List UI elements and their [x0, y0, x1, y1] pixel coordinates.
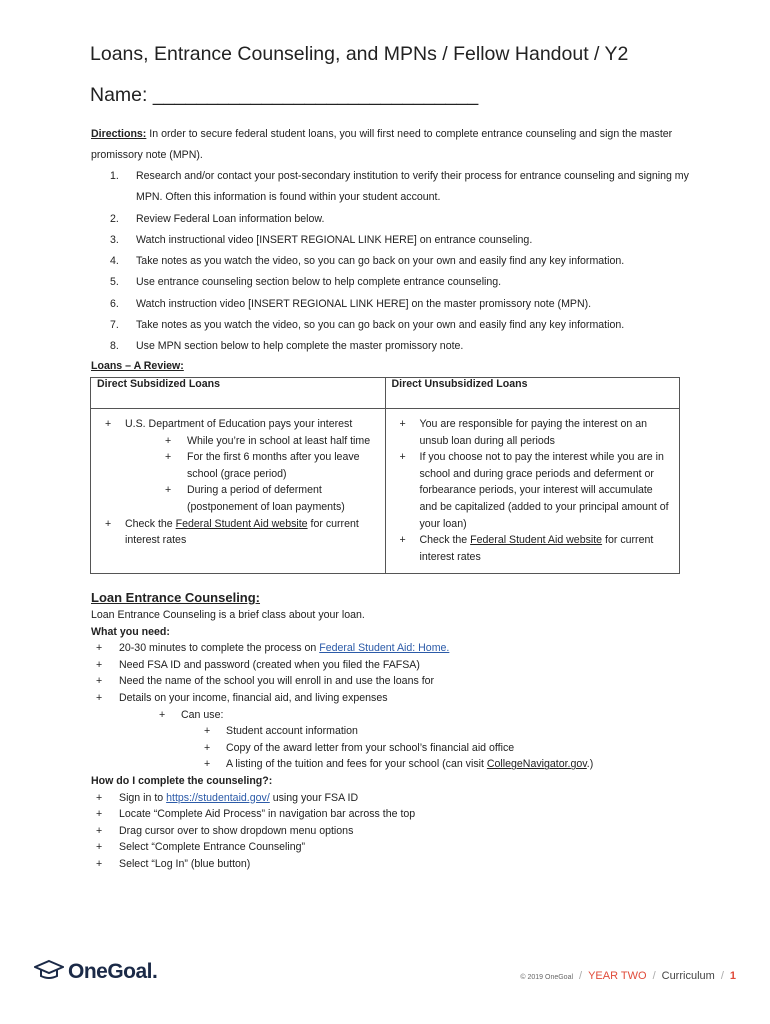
step-item [110, 315, 690, 336]
directions-lead: Directions: [91, 128, 147, 140]
name-field-label: Name: ______________________________ [90, 84, 479, 106]
what-you-need-heading: What you need: [91, 625, 170, 638]
list-item-text: Check the [125, 517, 176, 530]
list-item-text: for current interest rates [125, 517, 359, 547]
onegoal-logo [34, 958, 157, 986]
federal-student-aid-home-link[interactable]: Federal Student Aid: Home. [319, 642, 450, 655]
step-text: Watch instructional video [INSERT REGIONAL LINK HERE] on entrance counseling. [136, 233, 533, 246]
list-item: + Copy of the award letter from your school’s financial aid office [91, 740, 691, 757]
list-item-text: using your FSA ID [269, 791, 359, 804]
list-item-text: A listing of the tuition and fees for your school (can visit [226, 758, 487, 771]
directions-text: In order to secure federal student loans, you will first need to complete entrance counseling and sign the master promissory note (MPN). [91, 128, 673, 162]
step-number: 1. [110, 170, 119, 182]
loans-review-heading: Loans – A Review: [91, 360, 184, 372]
list-item: + Select “Log In” (blue button) [91, 856, 691, 873]
step-item [110, 166, 690, 209]
step-item [110, 209, 690, 230]
how-to-complete-heading: How do I complete the counseling?: [91, 774, 273, 787]
list-item: + Need FSA ID and password (created when you filed the FAFSA) [91, 657, 691, 674]
step-text: Research and/or contact your post-secondary institution to verify their process for entrance counseling and signing my MPN. Often this information is found within your student account. [136, 170, 689, 204]
page-title: Loans, Entrance Counseling, and MPNs / Fellow Handout / Y2 [90, 43, 629, 65]
step-item [110, 336, 690, 357]
list-item-text: Check the [419, 534, 471, 547]
subsidized-header: Direct Subsidized Loans [91, 378, 386, 409]
list-item [392, 532, 674, 565]
step-text: Take notes as you watch the video, so you can go back on your own and easily find any key information. [136, 319, 625, 332]
page-number: 1 [729, 970, 736, 982]
federal-student-aid-link[interactable]: Federal Student Aid website [470, 534, 603, 547]
footer-separator: / [720, 970, 724, 982]
list-item: + Can use: [91, 707, 691, 724]
step-text: Take notes as you watch the video, so you can go back on your own and easily find any key information. [136, 255, 625, 268]
entrance-counseling-body [91, 607, 691, 873]
step-number: 3. [110, 233, 119, 246]
entrance-counseling-title: Loan Entrance Counseling: [91, 590, 261, 605]
list-item: + Select “Complete Entrance Counseling” [91, 839, 691, 856]
step-number: 6. [110, 297, 119, 310]
list-item: + You are responsible for paying the interest on an unsub loan during all periods [392, 416, 674, 449]
directions-paragraph [91, 124, 681, 167]
unsubsidized-cell [385, 409, 680, 574]
directions-steps [110, 166, 690, 358]
step-item [110, 251, 690, 272]
federal-student-aid-link[interactable]: Federal Student Aid website [175, 517, 308, 530]
list-item: + Need the name of the school you will enroll in and use the loans for [91, 673, 691, 690]
step-number: 5. [110, 276, 119, 289]
graduation-cap-icon [34, 959, 64, 986]
step-item [110, 294, 690, 315]
step-number: 4. [110, 255, 119, 268]
footer-year: YEAR TWO [588, 970, 647, 982]
sub-list-item: + For the first 6 months after you leave school (grace period) [125, 449, 379, 482]
subsidized-cell [91, 409, 386, 574]
list-item [97, 516, 379, 549]
college-navigator-link[interactable]: CollegeNavigator.gov [486, 758, 587, 771]
step-text: Use entrance counseling section below to help complete entrance counseling. [136, 276, 502, 289]
list-item-text: U.S. Department of Education pays your interest [125, 418, 353, 430]
sub-list-item: + While you’re in school at least half time [125, 433, 379, 450]
step-text: Watch instruction video [INSERT REGIONAL LINK HERE] on the master promissory note (MPN). [136, 297, 592, 310]
footer-separator: / [652, 970, 656, 982]
list-item [91, 790, 691, 807]
step-text: Use MPN section below to help complete the master promissory note. [136, 340, 464, 353]
list-item-text: .) [586, 758, 594, 771]
step-number: 8. [110, 340, 119, 353]
list-item: + If you choose not to pay the interest while you are in school and during grace periods and deferment or forbearance periods, your interest will accumulate and be capitalized (added to your principal amount of your loan) [392, 449, 674, 532]
step-item [110, 230, 690, 251]
loans-comparison-table [90, 377, 680, 574]
list-item: + Locate “Complete Aid Process” in navigation bar across the top [91, 806, 691, 823]
step-number: 2. [110, 212, 119, 225]
copyright: © 2019 OneGoal [520, 974, 574, 981]
unsubsidized-header: Direct Unsubsidized Loans [385, 378, 680, 409]
list-item [91, 640, 691, 657]
list-item: + Drag cursor over to show dropdown menu options [91, 823, 691, 840]
list-item [97, 416, 379, 516]
entrance-counseling-intro: Loan Entrance Counseling is a brief class about your loan. [91, 609, 365, 621]
list-item: + Student account information [91, 723, 691, 740]
studentaid-link[interactable]: https://studentaid.gov/ [166, 791, 270, 804]
footer-separator: / [579, 970, 583, 982]
step-text: Review Federal Loan information below. [136, 212, 325, 225]
page-footer [520, 970, 736, 982]
list-item [91, 756, 691, 773]
logo-text: OneGoal. [68, 960, 158, 983]
list-item-text: for current interest rates [419, 534, 654, 563]
list-item-text: Sign in to [119, 791, 167, 804]
step-item [110, 272, 690, 293]
step-number: 7. [110, 319, 119, 332]
list-item-text: 20-30 minutes to complete the process on [119, 642, 320, 655]
list-item: + Details on your income, financial aid, and living expenses [91, 690, 691, 707]
sub-list-item: + During a period of deferment (postponement of loan payments) [125, 482, 379, 515]
footer-section: Curriculum [661, 970, 715, 982]
